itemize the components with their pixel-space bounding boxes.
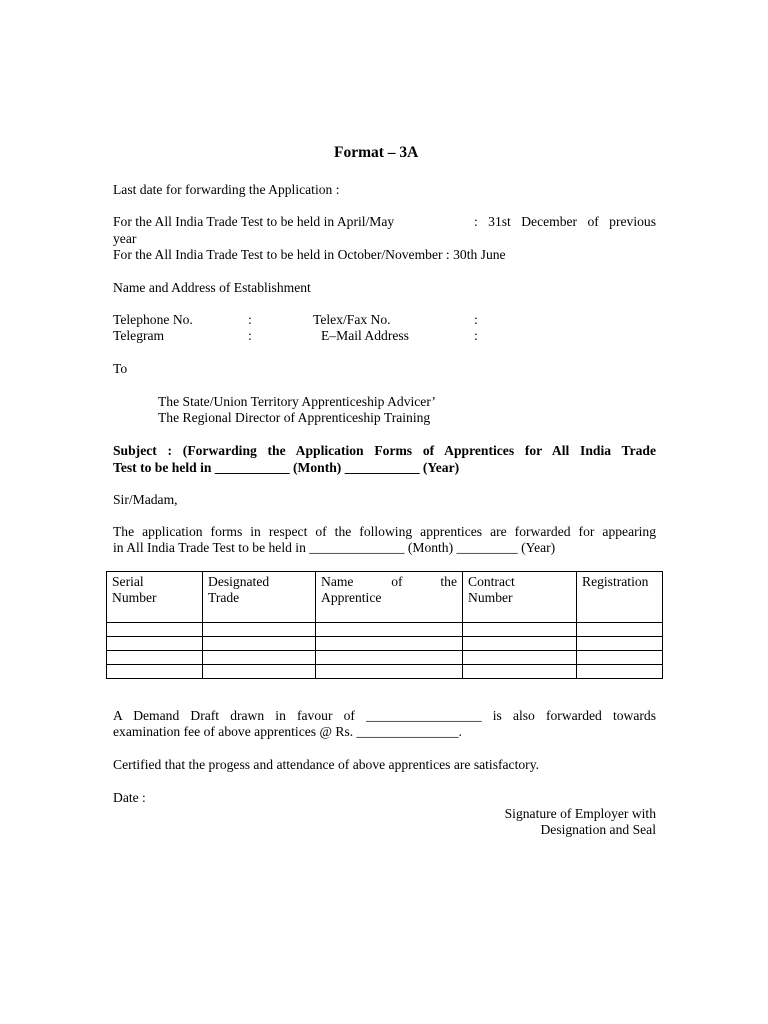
telegram-colon: : bbox=[248, 328, 252, 343]
signature-line-1: Signature of Employer with bbox=[504, 806, 656, 821]
demand-draft-line-1: A Demand Draft drawn in favour of _________________ is also forwarded towards bbox=[113, 708, 656, 723]
header-registration bbox=[577, 572, 663, 623]
establishment-label: Name and Address of Establishment bbox=[113, 280, 311, 295]
telephone-colon: : bbox=[248, 312, 252, 327]
subject-line-1: Subject : (Forwarding the Application Forms of Apprentices for All India Trade bbox=[113, 443, 656, 458]
table-cell bbox=[577, 637, 663, 651]
april-may-deadline-value: : 31st December of previous bbox=[474, 214, 656, 229]
table-cell bbox=[107, 637, 203, 651]
last-date-label: Last date for forwarding the Application : bbox=[113, 182, 340, 197]
table-cell bbox=[577, 651, 663, 665]
header-contract-number bbox=[463, 572, 577, 623]
april-may-deadline-text: For the All India Trade Test to be held in April/May bbox=[113, 214, 395, 229]
header-apprentice-name bbox=[316, 572, 463, 623]
header-serial-line-1: Serial bbox=[112, 574, 144, 589]
body-line-1: The application forms in respect of the following apprentices are forwarded for appearing bbox=[113, 524, 656, 539]
header-registration-line-1: Registration bbox=[582, 574, 649, 589]
table-cell bbox=[316, 665, 463, 679]
table-cell bbox=[463, 623, 577, 637]
telegram-label: Telegram bbox=[113, 328, 165, 343]
demand-draft-line-2: examination fee of above apprentices @ Rs. _______________. bbox=[113, 724, 462, 739]
table-cell bbox=[463, 665, 577, 679]
table-cell bbox=[203, 637, 316, 651]
table-row bbox=[107, 651, 663, 665]
addressee-advicer: The State/Union Territory Apprenticeship Advicer’ bbox=[158, 394, 436, 409]
table-cell bbox=[463, 651, 577, 665]
to-label: To bbox=[113, 361, 128, 376]
telex-colon: : bbox=[474, 312, 478, 327]
document-title: Format – 3A bbox=[334, 144, 419, 161]
addressee-regional-director: The Regional Director of Apprenticeship Training bbox=[158, 410, 431, 425]
table-cell bbox=[316, 623, 463, 637]
oct-nov-deadline: For the All India Trade Test to be held in October/November : 30th June bbox=[113, 247, 506, 262]
table-cell bbox=[203, 623, 316, 637]
header-serial-number bbox=[107, 572, 203, 623]
email-label: E–Mail Address bbox=[321, 328, 409, 343]
april-may-deadline-continuation: year bbox=[113, 231, 137, 246]
date-label: Date : bbox=[113, 790, 146, 805]
table-cell bbox=[107, 665, 203, 679]
certification-statement: Certified that the progess and attendance of above apprentices are satisfactory. bbox=[113, 757, 540, 772]
table-header-row bbox=[107, 572, 663, 623]
table-cell bbox=[203, 651, 316, 665]
telex-label: Telex/Fax No. bbox=[313, 312, 391, 327]
header-contract-line-1: Contract bbox=[468, 574, 515, 589]
table-row bbox=[107, 665, 663, 679]
header-name-line-2: Apprentice bbox=[321, 590, 382, 605]
table-cell bbox=[463, 637, 577, 651]
table-cell bbox=[316, 651, 463, 665]
table-row bbox=[107, 637, 663, 651]
header-designated-trade bbox=[203, 572, 316, 623]
table-cell bbox=[577, 623, 663, 637]
apprentice-table bbox=[106, 571, 663, 679]
table-cell bbox=[107, 651, 203, 665]
table-row bbox=[107, 623, 663, 637]
signature-line-2: Designation and Seal bbox=[540, 822, 656, 837]
header-trade-line-2: Trade bbox=[208, 590, 240, 605]
email-colon: : bbox=[474, 328, 478, 343]
body-line-2: in All India Trade Test to be held in ______________ (Month) _________ (Year) bbox=[113, 540, 556, 555]
header-contract-line-2: Number bbox=[468, 590, 513, 605]
telephone-label: Telephone No. bbox=[113, 312, 193, 327]
table-cell bbox=[107, 623, 203, 637]
salutation: Sir/Madam, bbox=[113, 492, 178, 507]
header-serial-line-2: Number bbox=[112, 590, 157, 605]
subject-line-2: Test to be held in ___________ (Month) ___________ (Year) bbox=[113, 460, 460, 475]
header-trade-line-1: Designated bbox=[208, 574, 270, 589]
table-cell bbox=[577, 665, 663, 679]
table-cell bbox=[316, 637, 463, 651]
table-cell bbox=[203, 665, 316, 679]
header-name-line-1: Name of the bbox=[321, 574, 457, 589]
